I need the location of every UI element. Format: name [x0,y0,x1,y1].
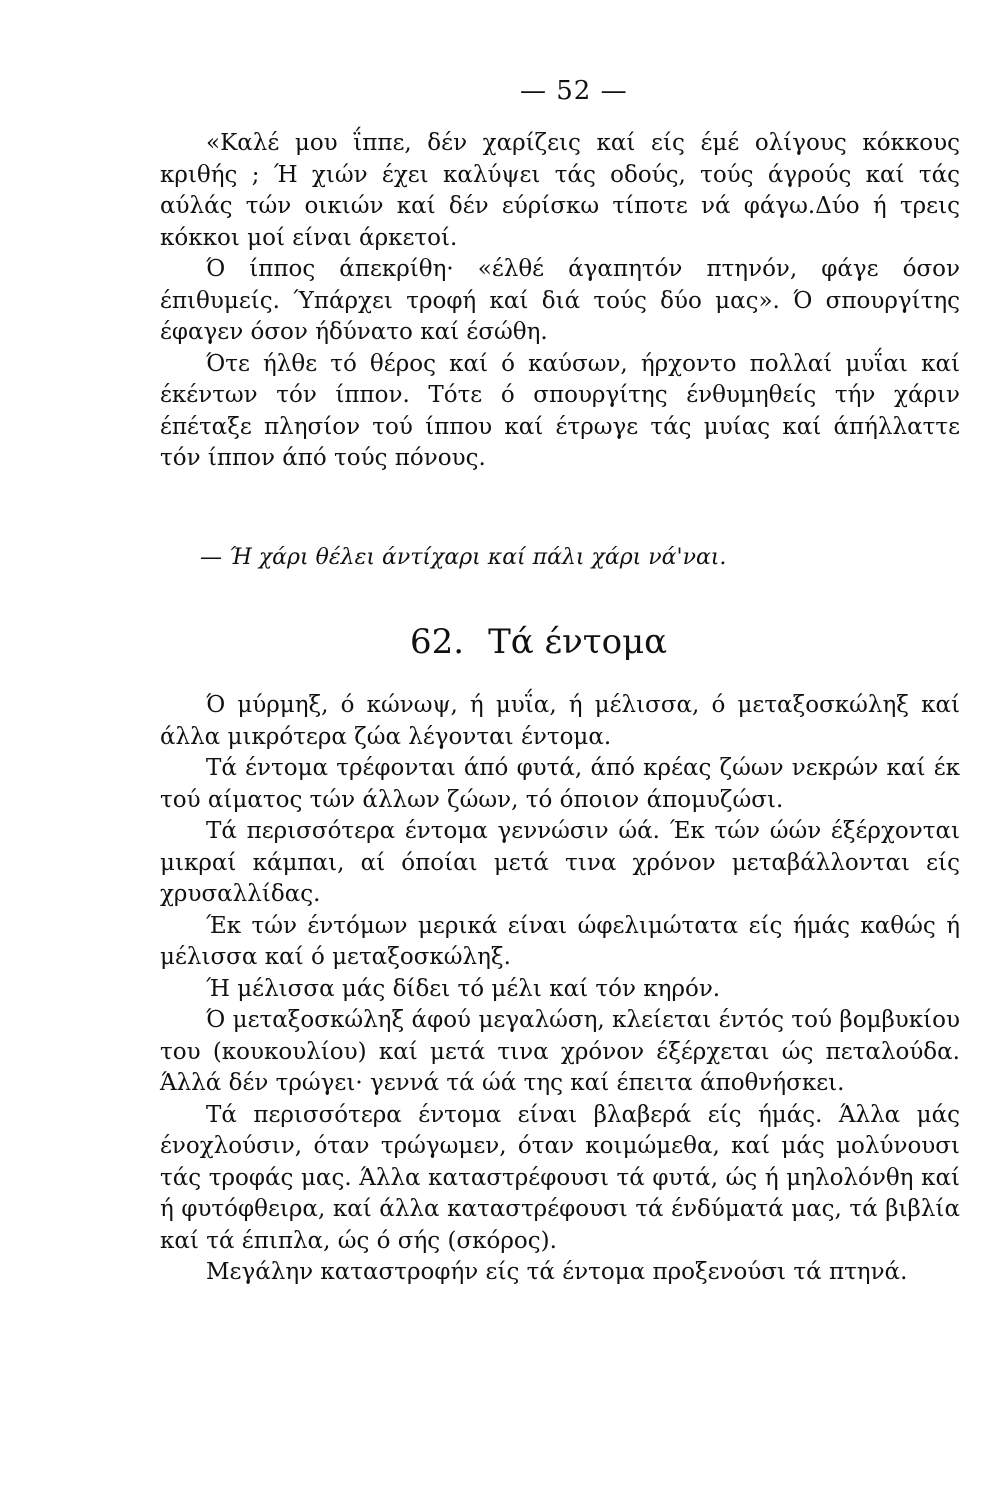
paragraph: Τά περισσότερα έντομα γεννώσιν ώά. Έκ τών ώών έξέρχονται μικραί κάμπαι, αί όποίαι μετά τινα χρόνον μεταβάλλονται είς χρυσαλλίδας. [160,818,960,907]
proverb: — Ή χάρι θέλει άντίχαρι καί πάλι χάρι νά'ναι. [200,545,727,570]
paragraph: Ό μύρμηξ, ό κώνωψ, ή μυΐα, ή μέλισσα, ό μεταξοσκώληξ καί άλλα μικρότερα ζώα λέγονται έντομα. [160,692,960,750]
paragraph: Ή μέλισσα μάς δίδει τό μέλι καί τόν κηρόν. [206,975,721,1002]
paragraph: Μεγάλην καταστροφήν είς τά έντομα προξενούσι τά πτηνά. [206,1259,908,1285]
paragraph: Τά περισσότερα έντομα είναι βλαβερά είς ήμάς. Άλλα μάς ένοχλούσιν, όταν τρώγωμεν, όταν κοιμώμεθα, καί μάς μολύνουσι τάς τροφάς μας. Άλλα καταστρέφουσι τά φυτά, ώς ή μηλολόνθη καί ή φυτόφθειρα, καί άλλα καταστρέφουσι τά ένδύματά μας, τά βιβλία καί τά έπιπλα, ώς ό σής (σκόρος). [160,1101,960,1254]
page-number: — 52 — [520,76,628,106]
chapter-title: Τά έντομα [488,622,668,662]
chapter-heading [410,612,810,672]
paragraph: Ό μεταξοσκώληξ άφού μεγαλώση, κλείεται έντός τού βομβυκίου του (κουκουλίου) καί μετά τινα χρόνον έξέρχεται ώς πεταλούδα. Άλλά δέν τρώγει· γεννά τά ώά της καί έπειτα άποθνήσκει. [160,1007,960,1096]
paragraph: Ότε ήλθε τό θέρος καί ό καύσων, ήρχοντο πολλαί μυΐαι καί έκέντων τόν ίππον. Τότε ό σπουργίτης ένθυμηθείς τήν χάριν έπέταξε πλησίον τού ίππου καί έτρωγε τάς μυίας καί άπήλλαττε τόν ίππον άπό τούς πόνους. [160,350,960,471]
story-continuation [160,128,960,475]
chapter-number: 62. [410,622,465,662]
paragraph: Ό ίππος άπεκρίθη· «έλθέ άγαπητόν πτηνόν, φάγε όσον έπιθυμείς. Ύπάρχει τροφή καί διά τούς δύο μας». Ό σπουργίτης έφαγεν όσον ήδύνατο καί έσώθη. [160,256,960,345]
chapter-body [160,690,960,1289]
paragraph: Τά έντομα τρέφονται άπό φυτά, άπό κρέας ζώων νεκρών καί έκ τού αίματος τών άλλων ζώων, τό όποιον άπομυζώσι. [160,755,960,813]
paragraph: Έκ τών έντόμων μερικά είναι ώφελιμώτατα είς ήμάς καθώς ή μέλισσα καί ό μεταξοσκώληξ. [160,912,960,970]
paragraph: «Καλέ μου ΐππε, δέν χαρίζεις καί είς έμέ ολίγους κόκκους κριθής ; Ή χιών έχει καλύψει τάς οδούς, τούς άγρούς καί τάς αύλάς τών οικιών καί δέν εύρίσκω τίποτε νά φάγω.Δύο ή τρεις κόκκοι μοί είναι άρκετοί. [160,130,960,251]
